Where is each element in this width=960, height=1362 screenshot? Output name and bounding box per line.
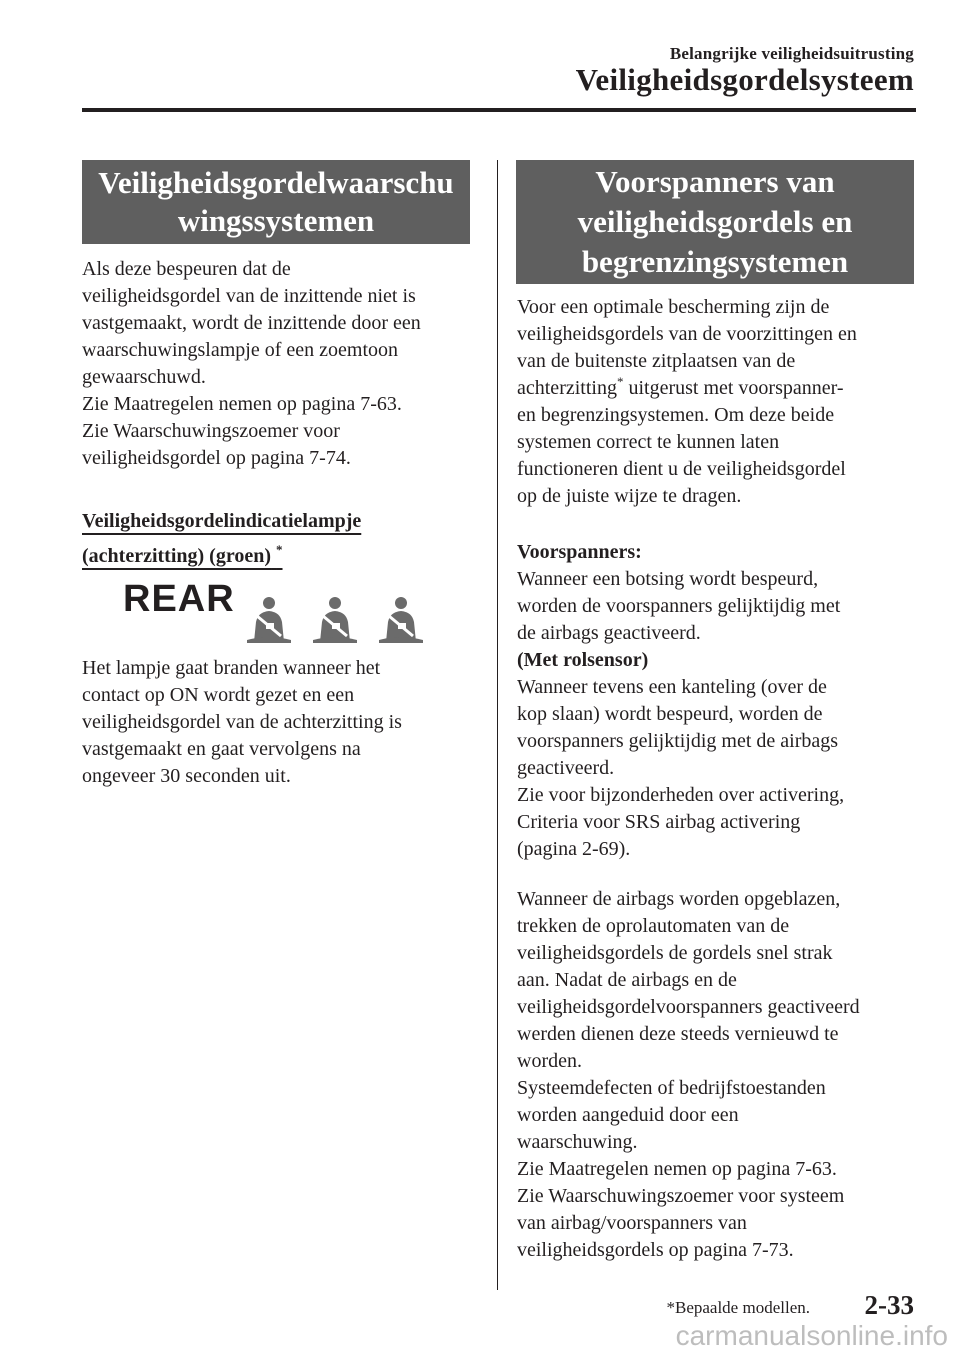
text-line: Systeemdefecten of bedrijfstoestanden bbox=[517, 1077, 826, 1099]
rear-indicator-label: REAR bbox=[123, 578, 235, 620]
text-line: Criteria voor SRS airbag activering bbox=[517, 811, 801, 833]
text-fragment: achterzitting bbox=[517, 377, 617, 399]
text-line: worden aangeduid door een bbox=[517, 1104, 739, 1126]
text-line: Het lampje gaat branden wanneer het bbox=[82, 657, 381, 679]
text-line: (pagina 2-69). bbox=[517, 838, 631, 860]
section-heading-pretensioners bbox=[516, 160, 914, 284]
subheading-line: Veiligheidsgordelindicatielampje bbox=[82, 510, 362, 532]
text-line bbox=[517, 375, 917, 402]
pretensioners-paragraph bbox=[517, 539, 917, 863]
text-line: veiligheidsgordel op pagina 7-74. bbox=[82, 447, 351, 469]
optional-model-mark: * bbox=[276, 542, 283, 557]
section-heading-line: wingssystemen bbox=[177, 203, 375, 238]
text-line: op de juiste wijze te dragen. bbox=[517, 485, 742, 507]
text-line: Zie voor bijzonderheden over activering, bbox=[517, 784, 845, 806]
pretensioners-label: Voorspanners: bbox=[517, 541, 642, 563]
text-line: Zie Maatregelen nemen op pagina 7-63. bbox=[82, 393, 402, 415]
text-line: Wanneer een botsing wordt bespeurd, bbox=[517, 568, 819, 590]
text-line: Zie Waarschuwingszoemer voor bbox=[82, 420, 340, 442]
text-line: vastgemaakt, wordt de inzittende door een bbox=[82, 312, 421, 334]
text-line: vastgemaakt en gaat vervolgens na bbox=[82, 738, 361, 760]
airbag-deployment-paragraph bbox=[517, 886, 917, 1264]
text-line: Wanneer de airbags worden opgeblazen, bbox=[517, 888, 841, 910]
page-number: 2-33 bbox=[864, 1290, 914, 1320]
text-line: werden dienen deze steeds vernieuwd te bbox=[517, 1023, 839, 1045]
text-line: Als deze bespeuren dat de bbox=[82, 258, 291, 280]
text-line: gewaarschuwd. bbox=[82, 366, 206, 388]
text-line: waarschuwingslampje of een zoemtoon bbox=[82, 339, 399, 361]
text-line: Zie Maatregelen nemen op pagina 7-63. bbox=[517, 1158, 837, 1180]
text-line: voorspanners gelijktijdig met de airbags bbox=[517, 730, 839, 752]
text-line: systemen correct te kunnen laten bbox=[517, 431, 780, 453]
section-heading-line: veiligheidsgordels en bbox=[577, 204, 853, 239]
section-heading-warning-systems bbox=[82, 160, 470, 244]
text-fragment: uitgerust met voorspanner- bbox=[623, 377, 844, 399]
text-line: ongeveer 30 seconden uit. bbox=[82, 765, 291, 787]
seatbelt-right-icon bbox=[376, 596, 426, 644]
text-line: aan. Nadat de airbags en de bbox=[517, 969, 737, 991]
seatbelt-left-icon bbox=[244, 596, 294, 644]
text-line: veiligheidsgordels de gordels snel strak bbox=[517, 942, 833, 964]
warning-intro-paragraph bbox=[82, 256, 482, 472]
header-divider bbox=[82, 108, 916, 112]
text-line: functioneren dient u de veiligheidsgordel bbox=[517, 458, 846, 480]
text-line: Wanneer tevens een kanteling (over de bbox=[517, 676, 827, 698]
section-heading-line: begrenzingsystemen bbox=[581, 244, 849, 279]
text-line: Zie Waarschuwingszoemer voor systeem bbox=[517, 1185, 845, 1207]
section-heading-line: Voorspanners van bbox=[595, 164, 835, 199]
lamp-description-paragraph bbox=[82, 655, 482, 790]
watermark: carmanualsonline.info bbox=[675, 1320, 948, 1351]
pretensioner-intro-paragraph bbox=[517, 294, 917, 510]
text-line: trekken de oprolautomaten van de bbox=[517, 915, 790, 937]
text-line: de airbags geactiveerd. bbox=[517, 622, 701, 644]
section-heading-line: Veiligheidsgordelwaarschu bbox=[98, 165, 454, 200]
text-line: Voor een optimale bescherming zijn de bbox=[517, 296, 830, 318]
text-line: kop slaan) wordt bespeurd, worden de bbox=[517, 703, 823, 725]
text-line: contact op ON wordt gezet en een bbox=[82, 684, 355, 706]
subheading-line bbox=[82, 543, 361, 569]
text-line: veiligheidsgordelvoorspanners geactiveerd bbox=[517, 996, 860, 1018]
text-line: van airbag/voorspanners van bbox=[517, 1212, 747, 1234]
text-line: worden de voorspanners gelijktijdig met bbox=[517, 595, 841, 617]
text-line: veiligheidsgordels van de voorzittingen en bbox=[517, 323, 857, 345]
text-line: van de buitenste zitplaatsen van de bbox=[517, 350, 796, 372]
optional-model-mark: * bbox=[616, 374, 624, 389]
text-line: veiligheidsgordel van de achterzitting is bbox=[82, 711, 402, 733]
column-divider bbox=[497, 160, 498, 1290]
text-line: veiligheidsgordel van de inzittende niet is bbox=[82, 285, 416, 307]
rollsensor-label: (Met rolsensor) bbox=[517, 649, 649, 671]
chapter-subtitle: Belangrijke veiligheidsuitrusting bbox=[669, 44, 914, 63]
text-line: waarschuwing. bbox=[517, 1131, 638, 1153]
text-line: geactiveerd. bbox=[517, 757, 615, 779]
text-line: worden. bbox=[517, 1050, 582, 1072]
text-line: en begrenzingsystemen. Om deze beide bbox=[517, 404, 835, 426]
subheading-text: (achterzitting) (groen) bbox=[82, 545, 272, 567]
footnote: *Bepaalde modellen. bbox=[666, 1298, 810, 1317]
seatbelt-center-icon bbox=[310, 596, 360, 644]
indicator-lamp-subheading bbox=[82, 508, 361, 569]
page-title: Veiligheidsgordelsysteem bbox=[575, 62, 914, 97]
text-line: veiligheidsgordels op pagina 7-73. bbox=[517, 1239, 794, 1261]
